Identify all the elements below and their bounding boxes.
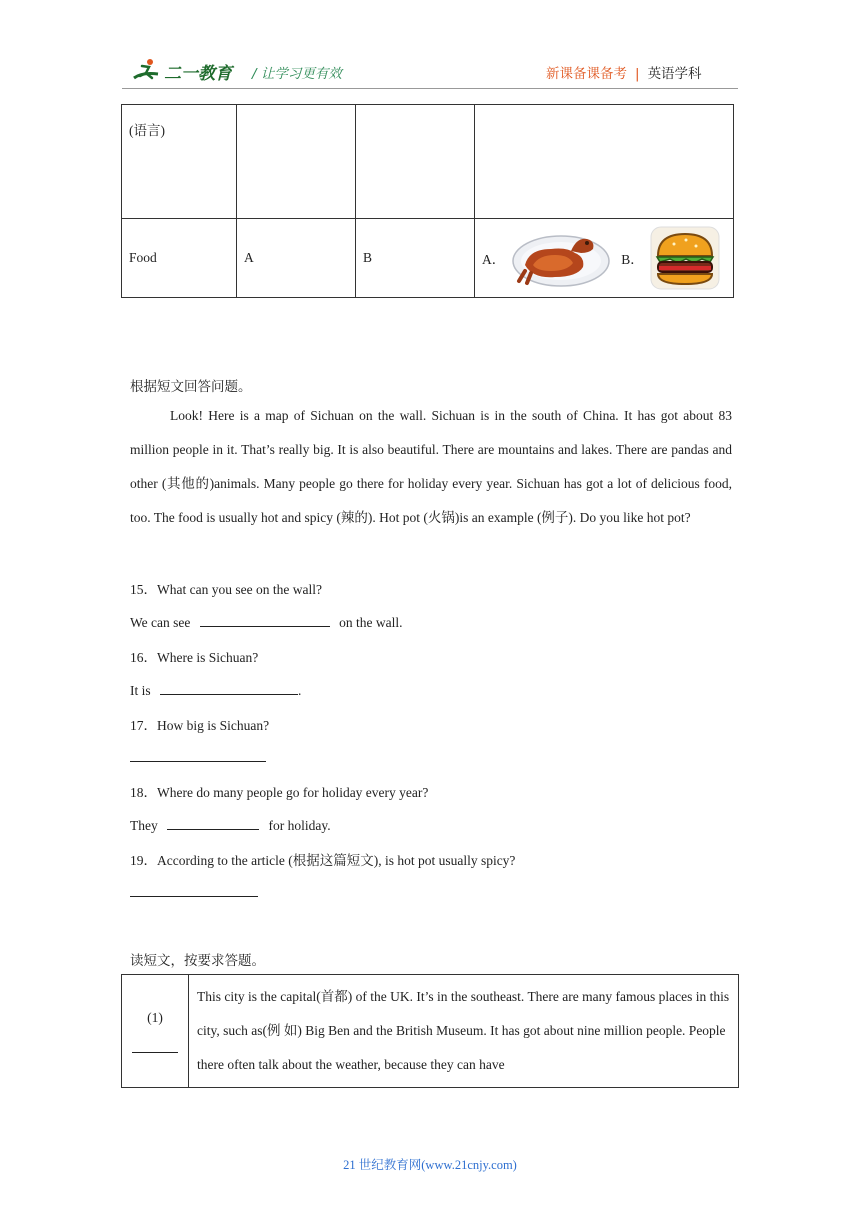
table-cell-b: B: [356, 219, 475, 298]
table-cell: [237, 105, 356, 219]
table-cell: [475, 105, 734, 219]
section1-passage: Look! Here is a map of Sichuan on the wall. Sichuan is in the south of China. It has got about 83 million people in it. That’s really big. It is also beautiful. There are mountains and lakes. There are pandas and other (其他的)animals. Many people go there for holiday every year. Sichuan has got a lot of delicious food, too. The food is usually hot and spicy (辣的). Hot pot (火锅)is an example (例子). Do you like hot pot?: [130, 408, 732, 525]
header-right: [546, 62, 702, 82]
option-a-label: A．: [482, 252, 506, 267]
answer-18-suffix: for holiday.: [268, 818, 331, 833]
row-answer-blank[interactable]: [132, 1040, 178, 1053]
answer-16-prefix: It is: [130, 683, 151, 698]
option-b-label: B．: [621, 252, 644, 267]
question-18: 18．Where do many people go for holiday every year?: [130, 785, 429, 800]
table-cell-food: Food: [122, 219, 237, 298]
answer-17-blank[interactable]: [130, 747, 266, 762]
answer-19-blank[interactable]: [130, 882, 258, 897]
brand-logo: [132, 58, 232, 84]
answer-18-blank[interactable]: [167, 815, 259, 830]
section1-instruction: 根据短文回答问题。: [130, 379, 252, 394]
slogan: / 让学习更有效: [252, 66, 342, 82]
row-label: (1): [147, 1009, 163, 1025]
question-15: 15．What can you see on the wall?: [130, 582, 322, 597]
question-17: 17．How big is Sichuan?: [130, 718, 270, 733]
answer-18: [130, 815, 331, 834]
hamburger-icon: [650, 226, 720, 290]
table-cell-a: A: [237, 219, 356, 298]
answer-18-prefix: They: [130, 818, 158, 833]
runner-icon: [132, 58, 160, 84]
question-19: 19．According to the article (根据这篇短文), is hot pot usually spicy?: [130, 853, 516, 868]
answer-15-prefix: We can see: [130, 615, 191, 630]
answer-16-blank[interactable]: [160, 680, 298, 695]
answer-16: [130, 680, 301, 699]
question-16: 16．Where is Sichuan?: [130, 650, 259, 665]
table-cell-language: (语言): [122, 105, 237, 219]
reading-table: [121, 974, 739, 1088]
answer-15-blank[interactable]: [200, 612, 330, 627]
roast-duck-icon: [511, 227, 611, 289]
brand-name: 二一教育: [164, 63, 232, 84]
footer: 21 世纪教育网(www.21cnjy.com): [343, 1158, 517, 1172]
info-table: [121, 104, 734, 298]
table-cell: [356, 105, 475, 219]
answer-16-suffix: .: [298, 683, 302, 698]
header-divider: [122, 88, 738, 89]
section2-instruction: 读短文，按要求答题。: [130, 953, 265, 968]
subject-label: 英语学科: [647, 66, 702, 82]
answer-15: [130, 612, 403, 631]
series-label: 新课备课备考: [546, 66, 627, 82]
row-text: This city is the capital(首都) of the UK. It’s in the southeast. There are many famous places in this city, such as(例 如) Big Ben and the British Museum. It has got about nine million people. People there often talk about the weather, because they can have: [189, 975, 739, 1088]
answer-15-suffix: on the wall.: [339, 615, 403, 630]
header-separator: |: [635, 66, 640, 82]
food-options-cell: [475, 219, 734, 298]
row-label-cell: [122, 975, 189, 1088]
